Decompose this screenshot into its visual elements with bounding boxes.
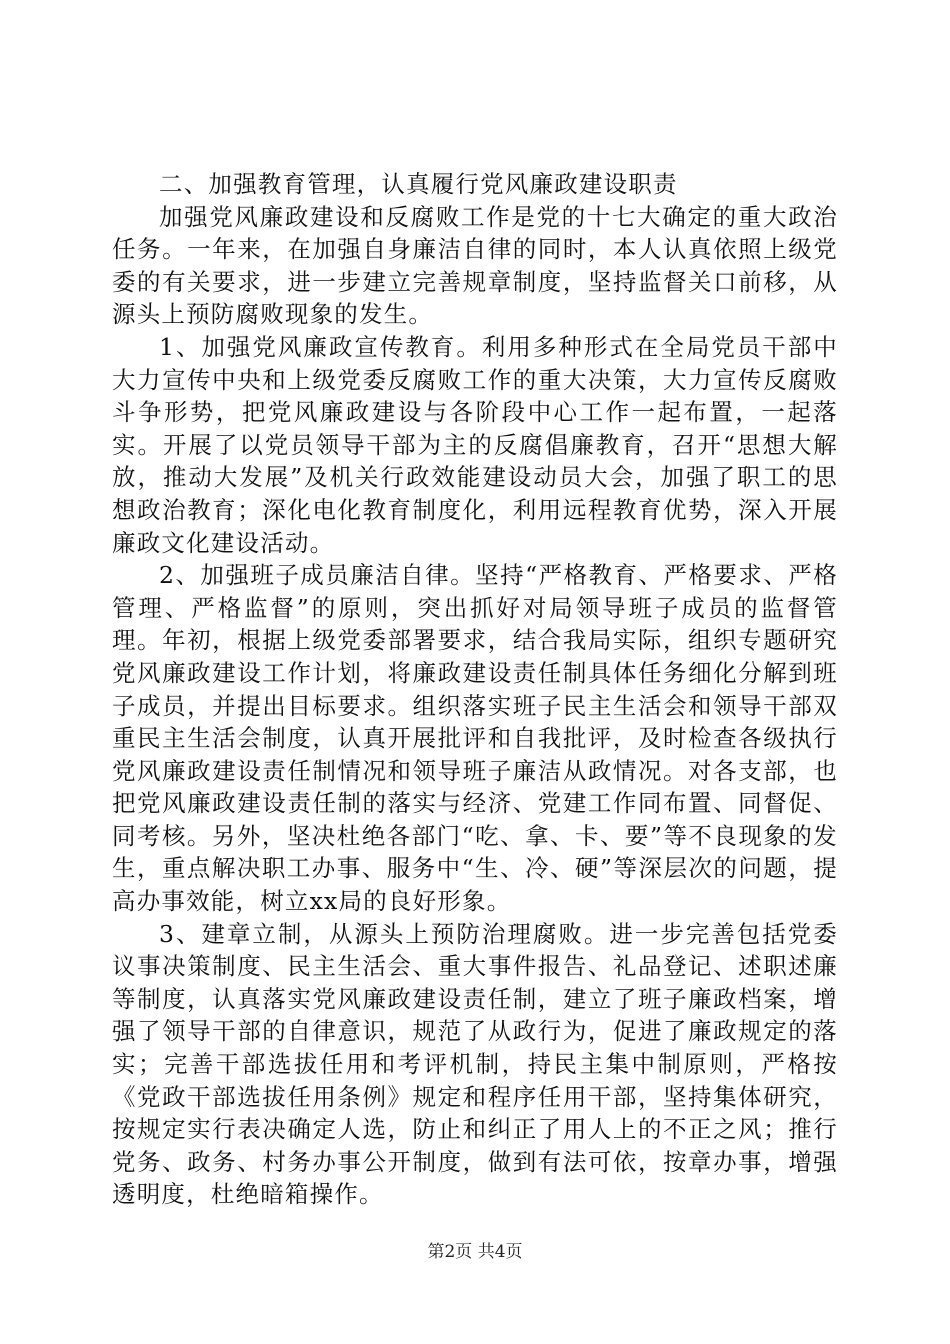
document-body bbox=[112, 168, 838, 1211]
paragraph-item-3: 3、建章立制，从源头上预防治理腐败。进一步完善包括党委议事决策制度、民主生活会、重大事件报告、礼品登记、述职述廉等制度，认真落实党风廉政建设责任制，建立了班子廉政档案，增强了领导干部的自律意识，规范了从政行为，促进了廉政规定的落实；完善干部选拔任用和考评机制，持民主集中制原则，严格按《党政干部选拔任用条例》规定和程序任用干部，坚持集体研究，按规定实行表决确定人选，防止和纠正了用人上的不正之风；推行党务、政务、村务办事公开制度，做到有法可依，按章办事，增强透明度，杜绝暗箱操作。 bbox=[112, 919, 838, 1209]
section-heading: 二、加强教育管理，认真履行党风廉政建设职责 bbox=[159, 170, 678, 198]
paragraph-item-2: 2、加强班子成员廉洁自律。坚持“严格教育、严格要求、严格管理、严格监督”的原则，突出抓好对局领导班子成员的监督管理。年初，根据上级党委部署要求，结合我局实际，组织专题研究党风廉政建设工作计划，将廉政建设责任制具体任务细化分解到班子成员，并提出目标要求。组织落实班子民主生活会和领导干部双重民主生活会制度，认真开展批评和自我批评，及时检查各级执行党风廉政建设责任制情况和领导班子廉洁从政情况。对各支部，也把党风廉政建设责任制的落实与经济、党建工作同布置、同督促、同考核。另外，坚决杜绝各部门“吃、拿、卡、要”等不良现象的发生，重点解决职工办事、服务中“生、冷、硬”等深层次的问题，提高办事效能，树立xx局的良好形象。 bbox=[112, 561, 838, 916]
paragraph-intro: 加强党风廉政建设和反腐败工作是党的十七大确定的重大政治任务。一年来，在加强自身廉洁自律的同时，本人认真依照上级党委的有关要求，进一步建立完善规章制度，坚持监督关口前移，从源头上预防腐败现象的发生。 bbox=[112, 202, 838, 329]
page-number-footer: 第2页 共4页 bbox=[427, 1242, 523, 1262]
paragraph-item-1: 1、加强党风廉政宣传教育。利用多种形式在全局党员干部中大力宣传中央和上级党委反腐败工作的重大决策，大力宣传反腐败斗争形势，把党风廉政建设与各阶段中心工作一起布置，一起落实。开展了以党员领导干部为主的反腐倡廉教育，召开“思想大解放，推动大发展”及机关行政效能建设动员大会，加强了职工的思想政治教育；深化电化教育制度化，利用远程教育优势，深入开展廉政文化建设活动。 bbox=[112, 332, 838, 557]
